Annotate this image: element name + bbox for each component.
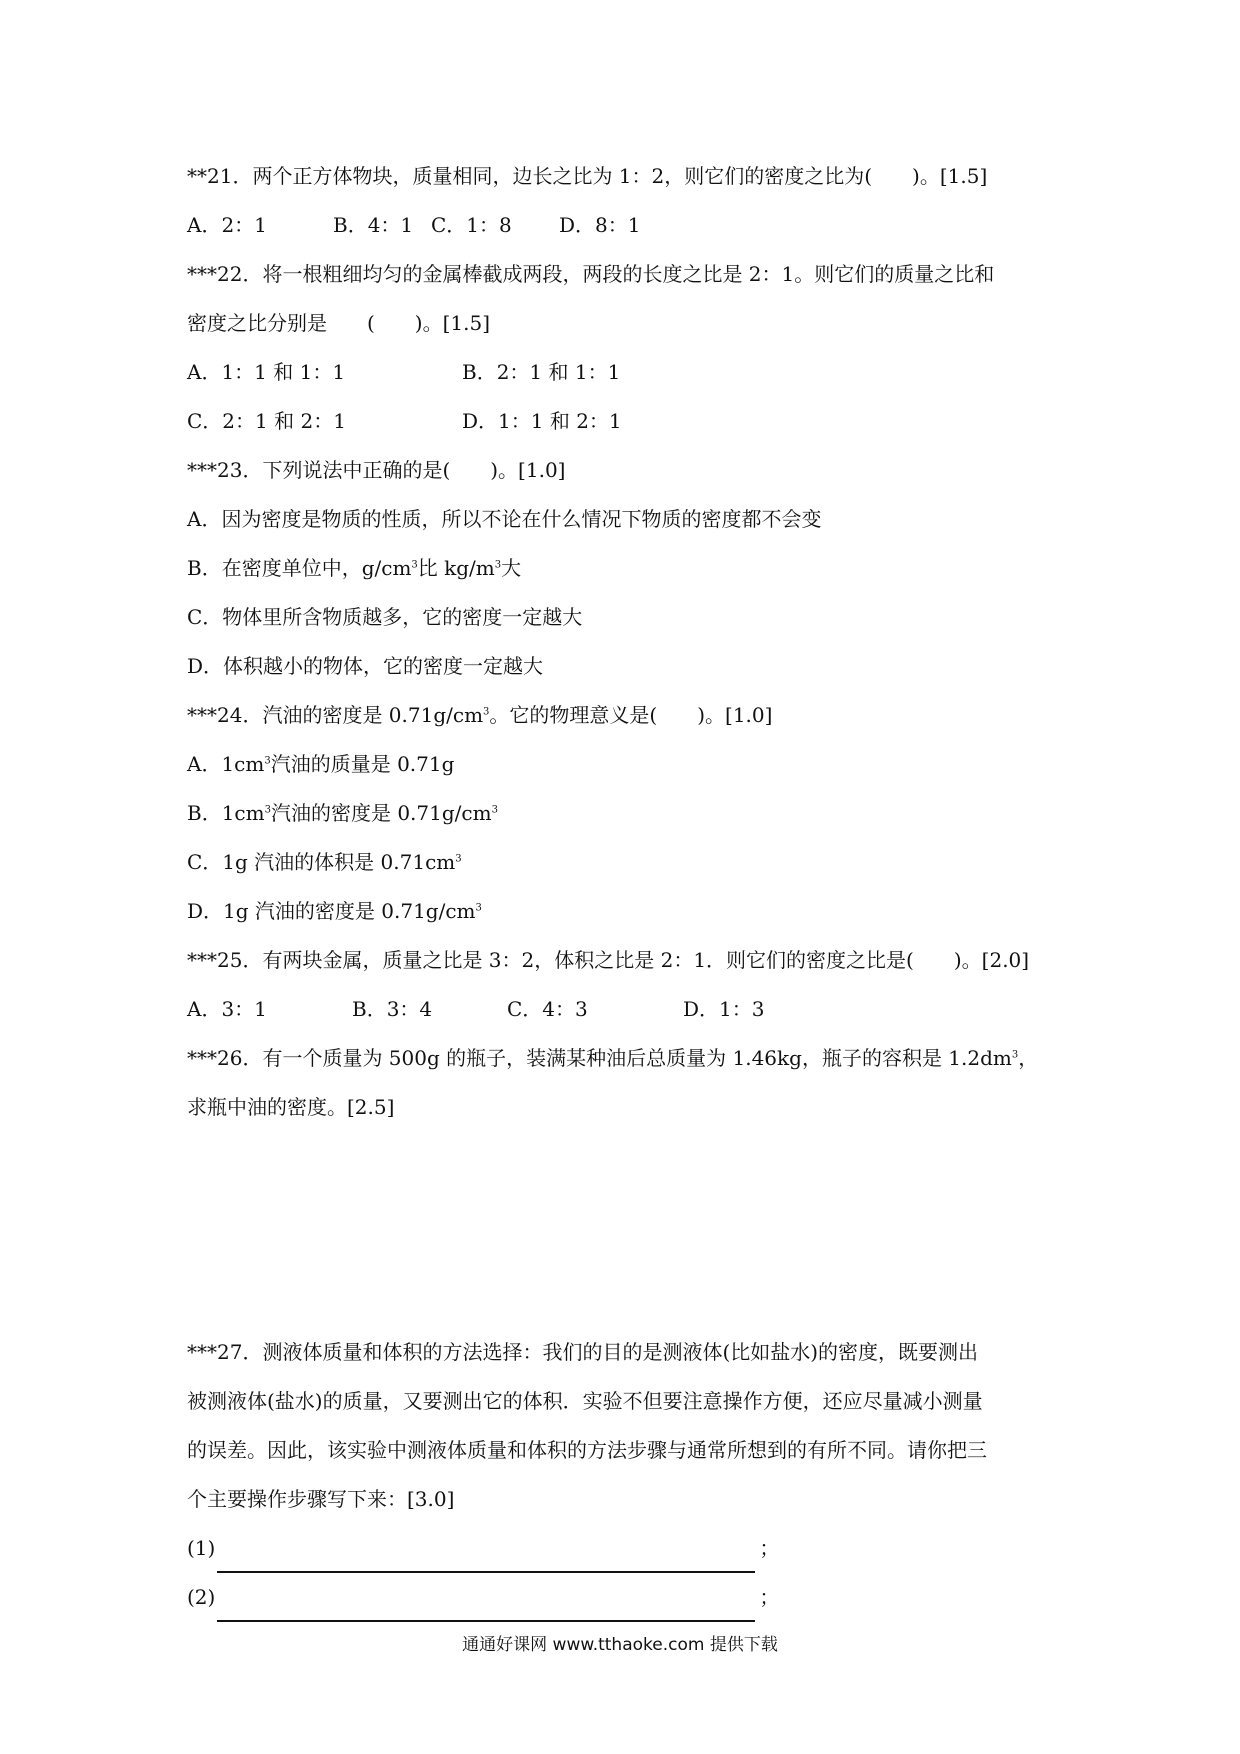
page-footer: 通通好课网 www.tthaoke.com 提供下载 — [462, 1635, 778, 1655]
answer-space — [187, 1132, 1067, 1328]
q21-option-b: B．4：1 — [333, 213, 414, 237]
q27-line1: ***27．测液体质量和体积的方法选择：我们的目的是测液体(比如盐水)的密度，既要测出 — [187, 1340, 979, 1364]
q22-options-row1 — [187, 348, 1067, 397]
q21-option-d: D．8：1 — [559, 213, 641, 237]
q24-stem-text-2: 。它的物理意义是( )。[1.0] — [489, 703, 773, 727]
answer-blank-1[interactable] — [217, 1547, 755, 1573]
q24-option-b — [187, 789, 1067, 838]
q22-option-c: C．2：1 和 2：1 — [187, 409, 346, 433]
q22-option-a: A．1：1 和 1：1 — [187, 360, 346, 384]
q22-options-row2 — [187, 397, 1067, 446]
q24-option-d — [187, 887, 1067, 936]
q27-blank-1 — [187, 1524, 1067, 1573]
q22-option-d: D．1：1 和 2：1 — [462, 409, 622, 433]
superscript: 3 — [494, 559, 502, 571]
superscript: 3 — [483, 706, 490, 718]
answer-blank-2[interactable] — [217, 1596, 755, 1622]
q23-option-a: A．因为密度是物质的性质，所以不论在什么情况下物质的密度都不会变 — [187, 507, 822, 531]
q24-stem-text-1: ***24．汽油的密度是 0.71g/cm — [187, 703, 484, 727]
q27-blank-2 — [187, 1573, 1067, 1622]
q26-stem-line1 — [187, 1034, 1067, 1083]
blank-end-1: ； — [759, 1536, 780, 1560]
q23-option-b-text-3: 大 — [501, 556, 522, 580]
q27-line2: 被测液体(盐水)的质量，又要测出它的体积．实验不但要注意操作方便，还应尽量减小测量 — [187, 1389, 983, 1413]
q24-option-a-text-2: 汽油的质量是 0.71g — [270, 752, 455, 776]
q25-option-d: D．1：3 — [683, 997, 765, 1021]
superscript: 3 — [1011, 1049, 1019, 1061]
q24-option-c — [187, 838, 1067, 887]
blank-label-1: (1) — [187, 1536, 216, 1560]
q27-line3: 的误差。因此，该实验中测液体质量和体积的方法步骤与通常所想到的有所不同。请你把三 — [187, 1438, 987, 1462]
q21-stem: **21．两个正方体物块，质量相同，边长之比为 1：2，则它们的密度之比为( )。[1.5] — [187, 164, 988, 188]
q23-option-b — [187, 544, 1067, 593]
q24-option-a-text-1: A．1cm — [187, 752, 265, 776]
q24-option-b-text-1: B．1cm — [187, 801, 265, 825]
q24-option-c-text: C．1g 汽油的体积是 0.71cm — [187, 850, 456, 874]
superscript: 3 — [264, 804, 271, 816]
q21-option-a: A．2：1 — [187, 213, 267, 237]
q25-option-a: A．3：1 — [187, 997, 267, 1021]
question-list — [187, 152, 1067, 1622]
superscript: 3 — [491, 804, 498, 816]
superscript: 3 — [475, 902, 482, 914]
q23-option-b-text-2: 比 kg/m — [417, 556, 495, 580]
q21-option-c: C．1：8 — [431, 213, 512, 237]
blank-end-2: ； — [759, 1585, 780, 1609]
q24-stem — [187, 691, 1067, 740]
q22-stem-line2: 密度之比分别是 ( )。[1.5] — [187, 311, 491, 335]
q26-stem-text-2: ， — [1018, 1046, 1039, 1070]
q22-stem-line1: ***22．将一根粗细均匀的金属棒截成两段，两段的长度之比是 2：1。则它们的质量之比和 — [187, 262, 995, 286]
q21-options — [187, 201, 1067, 250]
q25-stem: ***25．有两块金属，质量之比是 3：2，体积之比是 2：1．则它们的密度之比是( )。[2.0] — [187, 948, 1030, 972]
q26-stem-line2: 求瓶中油的密度。[2.5] — [187, 1095, 395, 1119]
superscript: 3 — [264, 755, 271, 767]
q25-options — [187, 985, 1067, 1034]
q23-option-c: C．物体里所含物质越多，它的密度一定越大 — [187, 605, 583, 629]
q22-option-b: B．2：1 和 1：1 — [462, 360, 621, 384]
q24-option-a — [187, 740, 1067, 789]
q23-option-d: D．体积越小的物体，它的密度一定越大 — [187, 654, 544, 678]
q26-stem-text-1: ***26．有一个质量为 500g 的瓶子，装满某种油后总质量为 1.46kg，瓶子的容积是 1.2dm — [187, 1046, 1012, 1070]
superscript: 3 — [411, 559, 418, 571]
q25-option-c: C．4：3 — [507, 997, 588, 1021]
q25-option-b: B．3：4 — [352, 997, 433, 1021]
q23-stem: ***23．下列说法中正确的是( )。[1.0] — [187, 458, 566, 482]
superscript: 3 — [455, 853, 462, 865]
q24-option-b-text-2: 汽油的密度是 0.71g/cm — [270, 801, 492, 825]
blank-label-2: (2) — [187, 1585, 216, 1609]
q23-option-b-text-1: B．在密度单位中，g/cm — [187, 556, 412, 580]
q24-option-d-text: D．1g 汽油的密度是 0.71g/cm — [187, 899, 476, 923]
q27-line4: 个主要操作步骤写下来：[3.0] — [187, 1487, 455, 1511]
